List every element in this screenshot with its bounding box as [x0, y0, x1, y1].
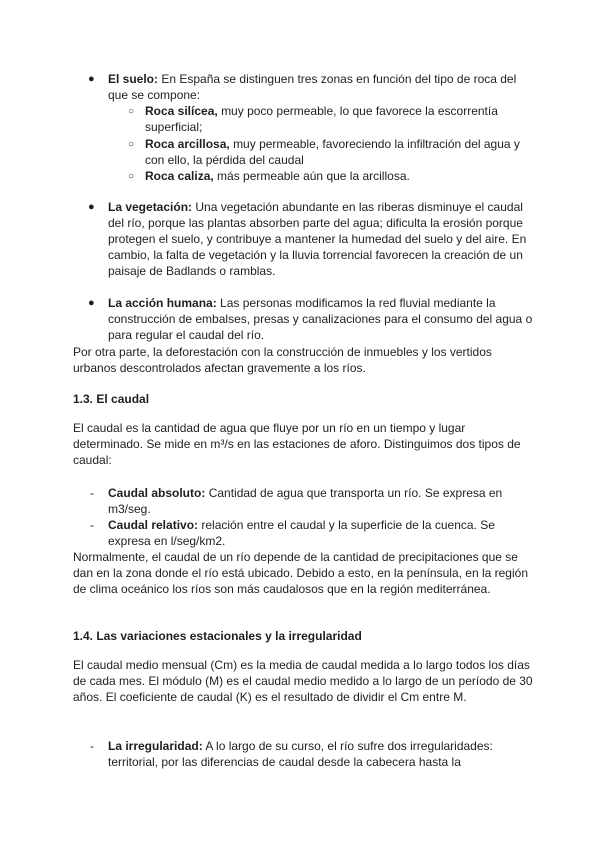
- sublist-item-silicea: [145, 103, 533, 135]
- item-text: Cantidad de agua que transporta un río. Se expresa en m3/seg.: [108, 486, 503, 516]
- dash-bullet-icon: -: [90, 518, 94, 532]
- item-title: Caudal absoluto:: [108, 486, 206, 500]
- paragraph-caudal-closing: Normalmente, el caudal de un río depende de la cantidad de precipitaciones que se dan en la zona donde el río está ubicado. Debido a esto, en la península, en la región de clima oceánico los ríos son más caudalosos que en la región mediterránea.: [73, 550, 528, 596]
- item-text: muy poco permeable, lo que favorece la escorrentía superficial;: [145, 104, 498, 134]
- list-item-suelo: [108, 71, 533, 103]
- item-title: Roca silícea,: [145, 104, 218, 118]
- item-text: relación entre el caudal y la superficie de la cuenca. Se expresa en l/seg/km2.: [108, 518, 495, 548]
- section-heading-13: 1.3. El caudal: [73, 392, 150, 406]
- list-item-vegetacion: [108, 199, 533, 279]
- bullet-icon: ●: [88, 201, 95, 213]
- circle-bullet-icon: ○: [128, 106, 135, 117]
- item-text: A lo largo de su curso, el río sufre dos irregularidades: territorial, por las diferencias de caudal desde la cabecera hasta la: [108, 739, 493, 769]
- item-title: La irregularidad:: [108, 739, 203, 753]
- list-item-caudal-absoluto: [108, 485, 533, 517]
- bullet-icon: ●: [88, 73, 95, 85]
- sublist-item-arcillosa: [145, 136, 533, 168]
- item-text: Las personas modificamos la red fluvial mediante la construcción de embalses, presas y canalizaciones para el consumo del agua o para regular el caudal del río.: [108, 296, 533, 342]
- item-title: Roca caliza,: [145, 169, 214, 183]
- paragraph-variaciones-intro: El caudal medio mensual (Cm) es la media de caudal medida a lo largo todos los días de cada mes. El módulo (M) es el caudal medio medido a lo largo de un período de 30 años. El coeficiente de caudal (K) es el resultado de dividir el Cm entre M.: [73, 658, 533, 704]
- list-item-caudal-relativo: [108, 517, 533, 549]
- item-text: más permeable aún que la arcillosa.: [217, 169, 410, 183]
- item-title: La vegetación:: [108, 200, 193, 214]
- list-item-irregularidad: [108, 738, 533, 770]
- sublist-item-caliza: [145, 168, 533, 184]
- item-title: El suelo:: [108, 72, 159, 86]
- item-text: muy permeable, favoreciendo la infiltración del agua y con ello, la pérdida del caudal: [145, 137, 520, 167]
- dash-bullet-icon: -: [90, 486, 94, 500]
- paragraph-deforestacion: Por otra parte, la deforestación con la construcción de inmuebles y los vertidos urbanos descontrolados afectan gravemente a los ríos.: [73, 345, 492, 375]
- bullet-icon: ●: [88, 297, 95, 309]
- item-text: Una vegetación abundante en las riberas disminuye el caudal del río, porque las plantas absorben parte del agua; dificulta la erosión porque protegen el suelo, y contribuye a mantener la humedad del suelo y del aire. En cambio, la falta de vegetación y la lluvia torrencial favorecen la creación de un paisaje de Badlands o ramblas.: [108, 200, 527, 278]
- item-title: Roca arcillosa,: [145, 137, 230, 151]
- item-text: En España se distinguen tres zonas en función del tipo de roca del que se compone:: [108, 72, 517, 102]
- item-title: Caudal relativo:: [108, 518, 199, 532]
- circle-bullet-icon: ○: [128, 139, 135, 150]
- item-title: La acción humana:: [108, 296, 217, 310]
- section-heading-14: 1.4. Las variaciones estacionales y la irregularidad: [73, 629, 362, 643]
- list-item-accion: [108, 295, 533, 343]
- dash-bullet-icon: -: [90, 739, 94, 753]
- circle-bullet-icon: ○: [128, 171, 135, 182]
- paragraph-caudal-intro: El caudal es la cantidad de agua que fluye por un río en un tiempo y lugar determinado. Se mide en m³/s en las estaciones de aforo. Distinguimos dos tipos de caudal:: [73, 421, 521, 467]
